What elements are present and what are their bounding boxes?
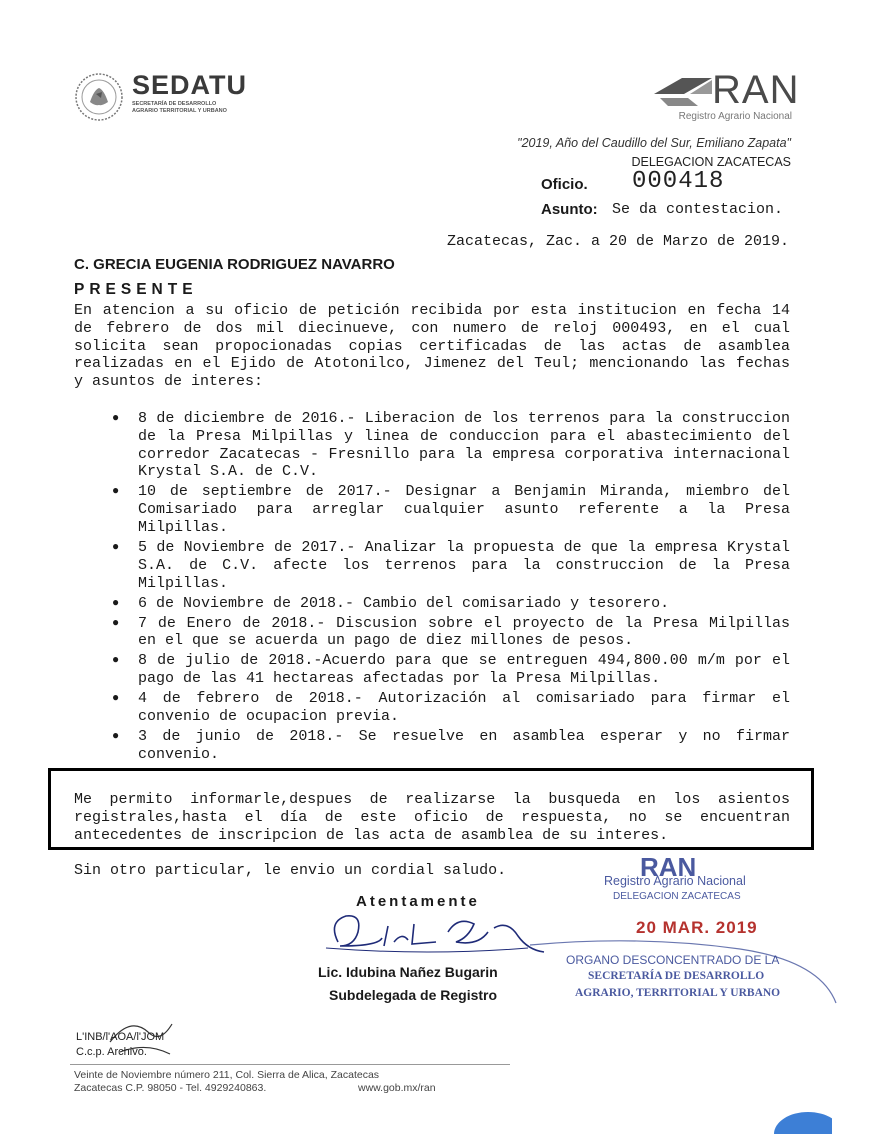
bullet-icon: ● [112,615,120,630]
intro-paragraph: En atencion a su oficio de petición recibida por esta institucion en fecha 14 de febrero de dos mil diecinueve, con numero de reloj 000493, en el cual solicita sean propocionadas copias certificadas de las actas de asamblea realizadas en el Ejido de Atotonilco, Jimenez del Teul; mencionando las fechas y asuntos de interes: [74,302,790,391]
stamp-org-line1: ORGANO DESCONCENTRADO DE LA [566,953,780,967]
closing-line: Sin otro particular, le envio un cordial saludo. [74,862,507,879]
list-item: ● 8 de julio de 2018.-Acuerdo para que se entreguen 494,800.00 m/m por el pago de las 41 hectareas afectadas por la Presa Milpillas. [112,652,790,688]
asunto-text: Se da contestacion. [612,201,784,218]
ccp-line: C.c.p. Archivo. [76,1046,147,1058]
mexico-seal-icon [74,72,124,122]
stamp-org-line2: SECRETARÍA DE DESARROLLO [588,970,765,982]
salutation: PRESENTE [74,281,198,298]
oficio-number: 000418 [632,168,725,195]
list-item: ● 6 de Noviembre de 2018.- Cambio del comisariado y tesorero. [112,594,670,612]
reference-initials: L'INB/l'AOA/l'JOM [76,1031,165,1043]
list-item: ● 3 de junio de 2018.- Se resuelve en asamblea esperar y no firmar convenio. [112,727,790,763]
stamp-line2: DELEGACION ZACATECAS [613,891,741,902]
list-item: ● 5 de Noviembre de 2017.- Analizar la propuesta de que la empresa Krystal S.A. de C.V. afecte los terrenos para la construccion de la Presa Milpillas. [112,538,790,592]
footer-contact: Zacatecas C.P. 98050 - Tel. 4929240863. [74,1082,267,1094]
assembly-list [108,410,790,766]
ran-logo-text: RAN [712,68,800,112]
year-motto: "2019, Año del Caudillo del Sur, Emiliano Zapata" [517,136,791,150]
list-item: ● 7 de Enero de 2018.- Discusion sobre el proyecto de la Presa Milpillas en el que se acuerda un pago de diez millones de pesos. [112,614,790,650]
list-item: ● 8 de diciembre de 2016.- Liberacion de los terrenos para la construccion de la Presa Milpillas y linea de conduccion para el abastecimiento del corredor Zacatecas - Fresnillo para la empresa corporativa internacional Krystal S.A. de C.V. [112,410,790,481]
signer-title: Subdelegada de Registro [329,987,498,1003]
bullet-icon: ● [112,653,120,668]
corner-decoration-icon [772,1104,832,1134]
footer-address: Veinte de Noviembre número 211, Col. Sierra de Alica, Zacatecas [74,1069,380,1081]
list-item: ● 10 de septiembre de 2017.- Designar a Benjamin Miranda, miembro del Comisariado para arreglar cualquier asunto referente a la Presa Milpillas. [112,483,790,536]
handwritten-signature-icon [318,902,548,966]
highlight-paragraph: Me permito informarle,despues de realizarse la busqueda en los asientos registrales,hasta el día de este oficio de respuesta, no se encuentran antecedentes de inscripcion de las acta de asamblea de su interes. [74,791,790,844]
ran-logo-subtitle: Registro Agrario Nacional [678,111,792,122]
stamp-line1: Registro Agrario Nacional [604,874,746,888]
stamp-org-line3: AGRARIO, TERRITORIAL Y URBANO [575,987,781,999]
delegation-name: DELEGACION ZACATECAS [631,155,791,169]
footer-website: www.gob.mx/ran [358,1082,436,1094]
oficio-label: Oficio. [541,176,588,193]
recipient-name: C. GRECIA EUGENIA RODRIGUEZ NAVARRO [74,256,395,273]
stamp-ran-text: RAN [640,852,697,882]
stamp-date: 20 MAR. 2019 [636,918,758,937]
bullet-icon: ● [112,484,120,499]
bullet-icon: ● [112,411,120,425]
place-date: Zacatecas, Zac. a 20 de Marzo de 2019. [446,233,789,250]
bullet-icon: ● [112,539,120,554]
list-item: ● 4 de febrero de 2018.- Autorización al comisariado para firmar el convenio de ocupacion previa. [112,690,790,725]
sedatu-logo-text: SEDATU [132,70,248,100]
bullet-icon: ● [112,728,120,743]
bullet-icon: ● [112,595,120,610]
footer-divider [70,1064,510,1065]
asunto-label: Asunto: [541,201,598,218]
atentamente-label: Atentamente [356,893,480,910]
signer-name: Lic. Idubina Nañez Bugarin [318,964,498,980]
sedatu-logo-subtitle: SECRETARÍA DE DESARROLLO AGRARIO TERRITORIAL Y URBANO [132,101,227,114]
bullet-icon: ● [112,691,120,706]
